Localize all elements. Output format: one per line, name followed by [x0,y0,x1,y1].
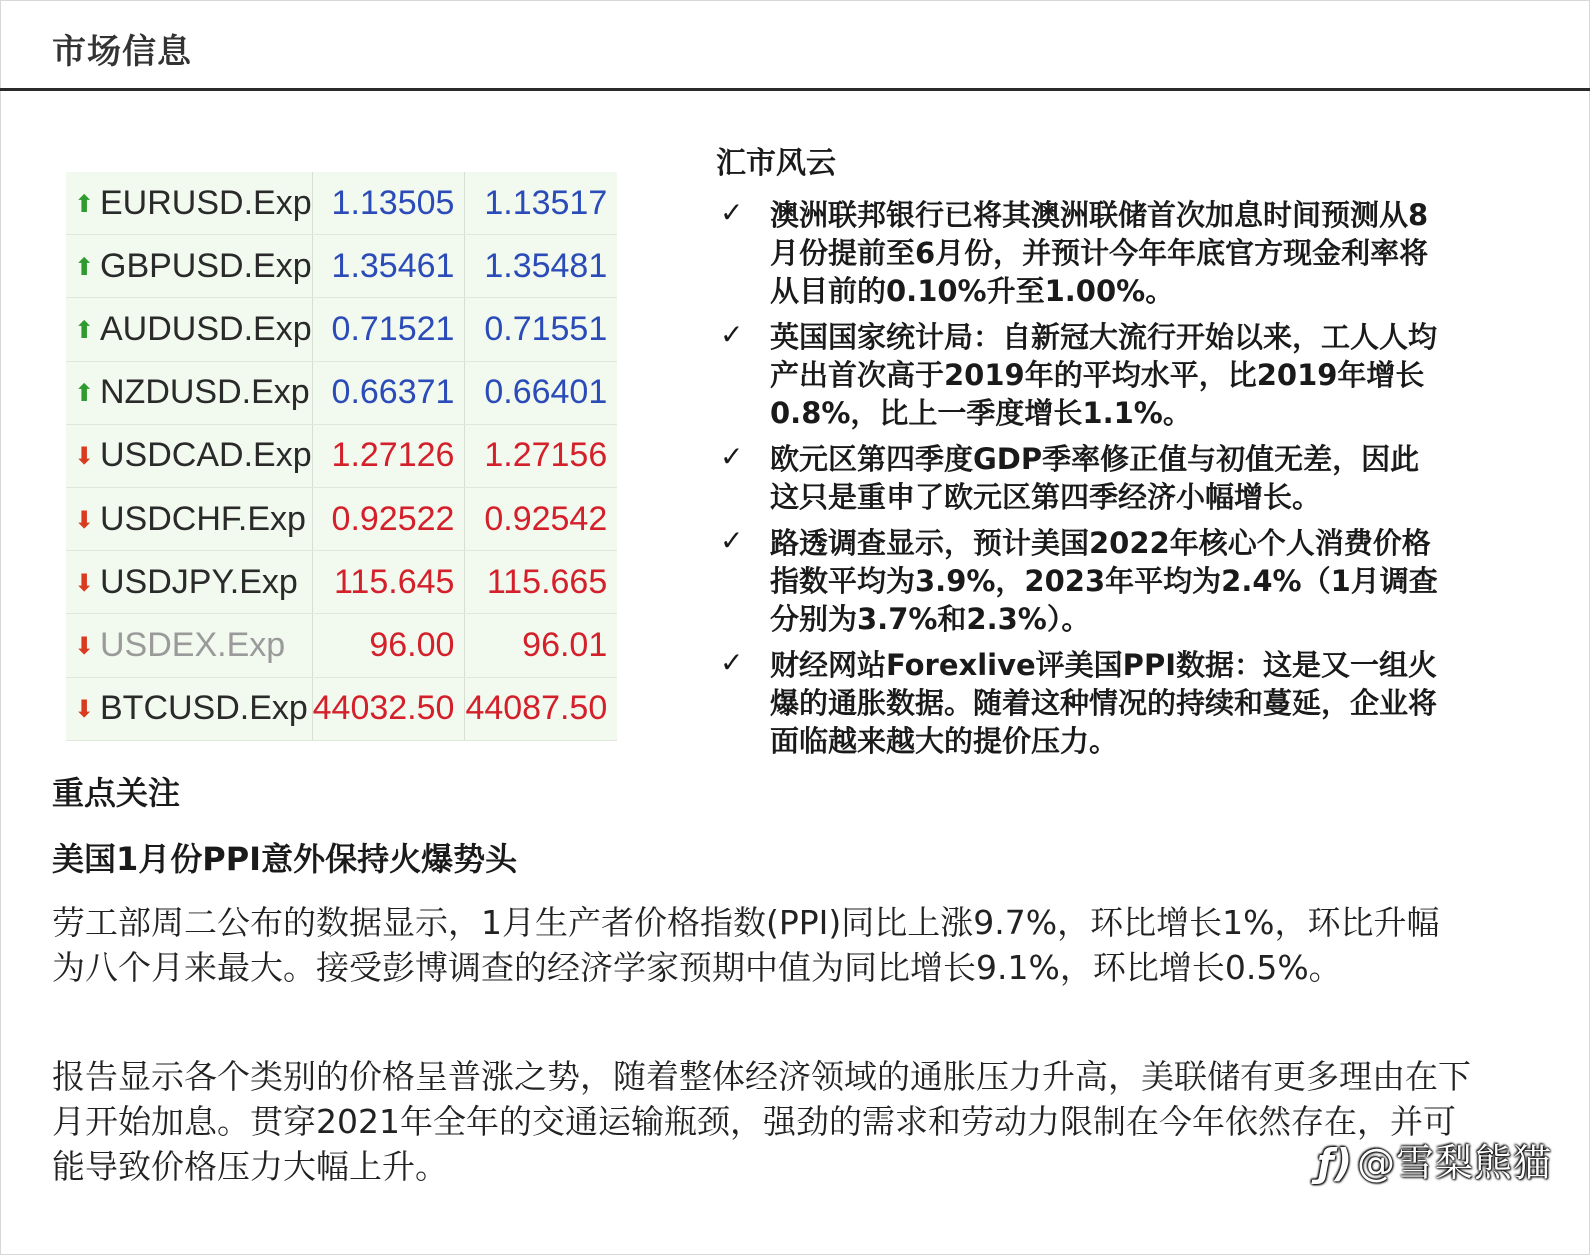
quote-row [66,235,617,298]
check-icon: ✓ [720,440,744,473]
quote-bid: 96.00 [312,614,465,677]
quote-symbol-cell [66,172,312,235]
brand-logo-icon: ƒ) [1317,1141,1353,1185]
fx-news-text: 英国国家统计局：自新冠大流行开始以来，工人人均产出首次高于2019年的平均水平，比2019年增长0.8%，比上一季度增长1.1%。 [770,320,1438,430]
fx-news-text: 财经网站Forexlive评美国PPI数据：这是又一组火爆的通胀数据。随着这种情况的持续和蔓延，企业将面临越来越大的提价压力。 [770,648,1438,758]
quote-symbol: NZDUSD.Exp [100,373,310,412]
quote-symbol: USDEX.Exp [100,625,286,664]
page-title: 市场信息 [52,32,192,72]
quote-row [66,424,617,487]
arrow-up-icon: ⬆ [74,316,95,344]
check-icon: ✓ [720,524,744,557]
quote-ask: 1.27156 [465,424,617,487]
article-paragraph: 报告显示各个类别的价格呈普涨之势，随着整体经济领域的通胀压力升高，美联储有更多理由在下月开始加息。贯穿2021年全年的交通运输瓶颈，强劲的需求和劳动力限制在今年依然存在，并可能导致价格压力大幅上升。 [52,1057,1471,1186]
quote-bid: 1.27126 [312,424,465,487]
quote-row [66,551,617,614]
quote-ask: 44087.50 [465,677,617,740]
fx-news-item [716,646,1446,760]
quote-symbol: USDCAD.Exp [100,436,312,475]
quote-symbol-cell [66,424,312,487]
focus-section-title: 重点关注 [52,774,181,812]
quote-ask: 1.13517 [465,172,617,235]
quote-bid: 1.35461 [312,235,465,298]
article-headline: 美国1月份PPI意外保持火爆势头 [52,840,518,878]
fx-news-item [716,196,1446,310]
quote-symbol: USDJPY.Exp [100,562,298,601]
check-icon: ✓ [720,646,744,679]
quote-symbol: USDCHF.Exp [100,499,306,538]
watermark [1317,1132,1552,1187]
quote-bid: 1.13505 [312,172,465,235]
quote-ask: 1.35481 [465,235,617,298]
quotes-table-body [66,172,617,740]
arrow-down-icon: ⬇ [74,443,95,471]
fx-news-title: 汇市风云 [716,146,836,181]
fx-news-item [716,318,1446,432]
fx-news-list [716,196,1446,768]
quote-ask: 0.92542 [465,487,617,550]
quote-symbol-cell [66,677,312,740]
quote-symbol: EURUSD.Exp [100,183,312,222]
quote-row [66,172,617,235]
quote-bid: 0.92522 [312,487,465,550]
arrow-down-icon: ⬇ [74,506,95,534]
quote-bid: 0.71521 [312,298,465,361]
fx-news-item [716,524,1446,638]
quote-ask: 0.71551 [465,298,617,361]
quote-symbol: BTCUSD.Exp [100,689,308,728]
quote-symbol-cell [66,614,312,677]
quote-symbol-cell [66,235,312,298]
quote-symbol: GBPUSD.Exp [100,246,312,285]
quote-bid: 44032.50 [312,677,465,740]
quote-symbol-cell [66,551,312,614]
fx-news-text: 澳洲联邦银行已将其澳洲联储首次加息时间预测从8月份提前至6月份，并预计今年年底官方现金利率将从目前的0.10%升至1.00%。 [770,198,1429,308]
arrow-up-icon: ⬆ [74,380,95,408]
quote-ask: 0.66401 [465,361,617,424]
quote-row [66,487,617,550]
quote-row [66,677,617,740]
quote-symbol-cell [66,487,312,550]
quotes-table [66,172,617,741]
arrow-down-icon: ⬇ [74,696,95,724]
fx-news-text: 路透调查显示，预计美国2022年核心个人消费价格指数平均为3.9%，2023年平均为2.4%（1月调查分别为3.7%和2.3%）。 [770,526,1438,636]
quote-bid: 0.66371 [312,361,465,424]
quote-symbol-cell [66,361,312,424]
check-icon: ✓ [720,196,744,229]
quote-bid: 115.645 [312,551,465,614]
quote-row [66,361,617,424]
arrow-down-icon: ⬇ [74,632,95,660]
quote-ask: 115.665 [465,551,617,614]
quote-ask: 96.01 [465,614,617,677]
fx-news-text: 欧元区第四季度GDP季率修正值与初值无差，因此这只是重申了欧元区第四季经济小幅增长。 [770,442,1420,514]
quote-symbol: AUDUSD.Exp [100,309,312,348]
fx-news-item [716,440,1446,516]
arrow-down-icon: ⬇ [74,569,95,597]
watermark-text: @雪梨熊猫 [1356,1141,1552,1185]
quote-symbol-cell [66,298,312,361]
check-icon: ✓ [720,318,744,351]
quote-row [66,298,617,361]
article-paragraph: 劳工部周二公布的数据显示，1月生产者价格指数(PPI)同比上涨9.7%，环比增长1%，环比升幅为八个月来最大。接受彭博调查的经济学家预期中值为同比增长9.1%，环比增长0.5%。 [52,903,1440,987]
page-header [0,0,1590,91]
quote-row [66,614,617,677]
arrow-up-icon: ⬆ [74,253,95,281]
arrow-up-icon: ⬆ [74,190,95,218]
